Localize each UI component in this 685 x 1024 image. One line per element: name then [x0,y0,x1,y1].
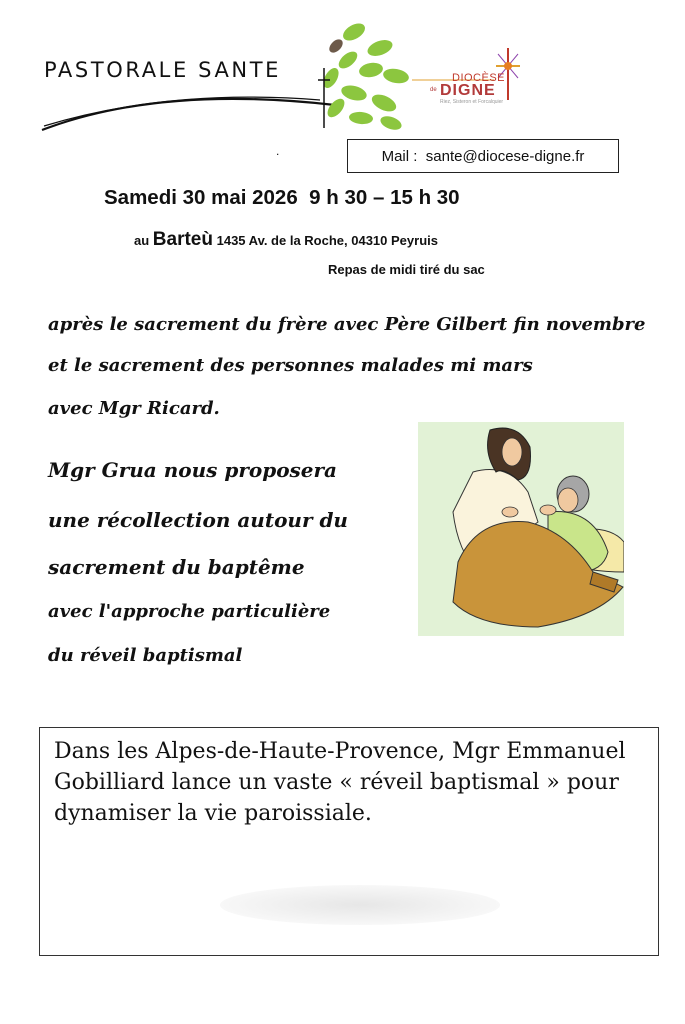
lunch-note: Repas de midi tiré du sac [328,262,485,277]
logo-arc-lines [40,60,340,135]
intro-line-1: après le sacrement du frère avec Père Gilbert fin novembre [48,314,646,335]
diocese-name: DIGNE [440,82,496,99]
faded-smudge [220,885,500,925]
mail-box [347,139,619,173]
proposal-line-3: sacrement du baptême [48,555,305,579]
event-date: Samedi 30 mai 2026 [104,186,298,209]
pastorale-sante-logo-text: PASTORALE SANTE [44,58,282,82]
proposal-line-4: avec l'approche particulière [48,601,331,622]
mail-address[interactable]: sante@diocese-digne.fr [425,147,585,165]
proposal-line-1: Mgr Grua nous proposera [48,458,338,482]
venue-name: Barteù [152,229,213,250]
mail-label: Mail : [381,147,418,165]
intro-line-3: avec Mgr Ricard. [48,398,220,419]
venue-address: 1435 Av. de la Roche, 04310 Peyruis [216,233,438,248]
event-venue [134,229,438,251]
diocese-de-label: de [430,87,437,93]
intro-line-2: et le sacrement des personnes malades mi mars [48,355,533,376]
proposal-line-2: une récollection autour du [48,508,348,532]
quote-text: Dans les Alpes-de-Haute-Provence, Mgr Emmanuel Gobilliard lance un vaste « réveil baptismal » pour dynamiser la vie paroissiale. [54,739,626,826]
illustration-drawing [418,422,624,636]
venue-prefix: au [134,233,150,248]
proposal-line-5: du réveil baptismal [48,645,243,666]
event-time: 9 h 30 – 15 h 30 [309,186,460,209]
stray-dot: . [276,144,280,158]
diocese-subtitle: Riez, Sisteron et Forcalquier [440,99,504,105]
event-date-time [104,186,460,210]
diocese-label: DIOCÈSE [452,72,506,84]
jesus-healing-illustration [418,422,624,636]
tree-leaves-icon [296,18,416,133]
